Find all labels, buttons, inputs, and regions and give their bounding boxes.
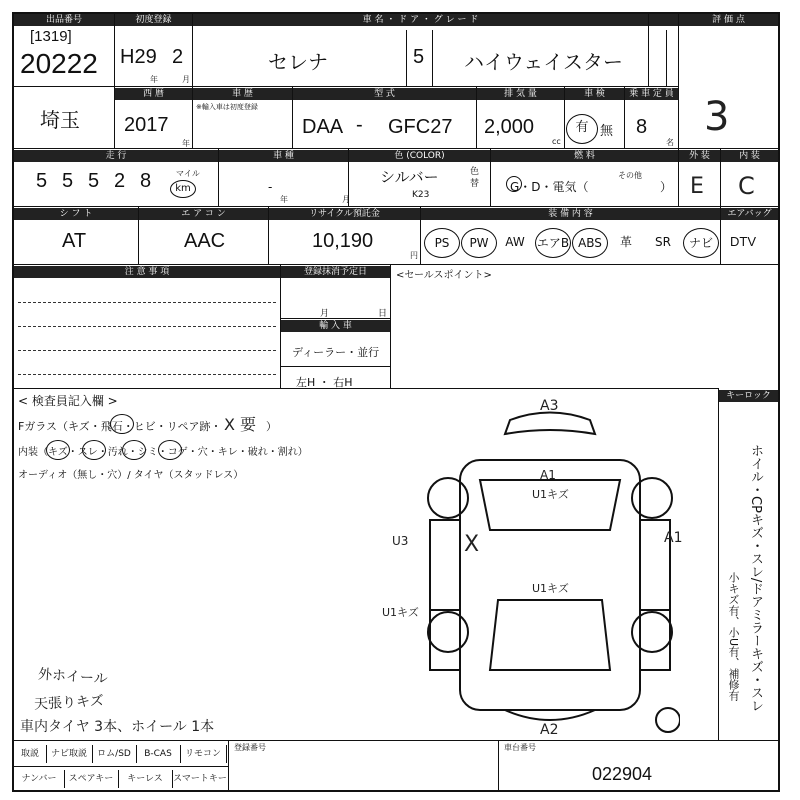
- shift-label: シ フ ト: [14, 208, 138, 220]
- mark-a3: A3: [540, 398, 559, 414]
- equipment-item: ABS: [572, 228, 608, 258]
- stain-circle: [122, 440, 146, 460]
- type-month-unit: 月: [342, 195, 350, 204]
- side-note-2: 小キズ有、小U有、補修有: [727, 572, 740, 702]
- spot-circle: [158, 440, 182, 460]
- cc-unit: cc: [552, 137, 561, 146]
- bottom-item: キーレス: [118, 770, 173, 788]
- grade: ハイウェイスター: [464, 50, 623, 74]
- lot-number: 20222: [20, 48, 98, 79]
- recycle-unit: 円: [410, 251, 418, 260]
- scratch-circle: [46, 440, 70, 460]
- mark-u1-left: U1キズ: [382, 606, 419, 619]
- mark-u1-center: U1キズ: [532, 582, 569, 595]
- bottom-item: ナビ取説: [46, 745, 93, 763]
- type-label: 車 種: [219, 150, 348, 162]
- fuel-options: G・D・電気（: [510, 180, 589, 194]
- aircon-label: エ ア コ ン: [139, 208, 268, 220]
- equipment-item: PS: [424, 228, 460, 258]
- bottom-item: スペアキー: [64, 770, 119, 788]
- inspector-line1-close: ）: [266, 420, 277, 433]
- mark-u3: U3: [392, 534, 409, 548]
- reg-label: 登録番号: [234, 743, 266, 752]
- equipment-item: ナビ: [683, 228, 719, 258]
- equipment-item: AW: [505, 235, 525, 249]
- seats-unit: 名: [666, 138, 674, 147]
- inspector-line1: Fガラス（キズ・飛石・ヒビ・リペア跡・: [18, 420, 222, 433]
- fuel-close: ）: [660, 180, 673, 194]
- shift-value: AT: [62, 230, 87, 252]
- odometer-digit: 8: [140, 170, 152, 192]
- fuel-label: 燃 料: [491, 150, 678, 162]
- bottom-item: ロム/SD: [92, 745, 137, 763]
- score-value: 3: [704, 94, 730, 140]
- import-note: ※輸入車は初度登録: [196, 103, 258, 111]
- inspector-line1-mark: X 要: [224, 415, 257, 434]
- interior-value: C: [738, 172, 755, 200]
- keyless-label: キーロック: [719, 390, 778, 402]
- type-year-unit: 年: [280, 195, 288, 204]
- side-note: ホイル・CPキズ・スレ/ドアミラーキズ・スレ: [748, 444, 763, 713]
- odometer-digits: [36, 170, 176, 200]
- note-wheel: 外ホイール: [37, 666, 109, 688]
- score-label: 評 価 点: [679, 14, 778, 26]
- deregister-label: 登録抹消予定日: [281, 266, 390, 278]
- model-prefix: DAA: [302, 116, 344, 138]
- seats: 8: [636, 116, 648, 138]
- color-code: K23: [412, 190, 430, 200]
- km-unit: km: [170, 180, 196, 198]
- equipment-item: 革: [619, 235, 632, 249]
- car-name: セレナ: [268, 50, 328, 74]
- aircon-value: AAC: [184, 230, 226, 252]
- equipment-item: エアB: [535, 228, 571, 258]
- odometer-digit: 2: [114, 170, 126, 192]
- mark-a1-top: A1: [540, 468, 556, 482]
- notice-label: 注 意 事 項: [14, 266, 280, 278]
- bottom-item: ナンバー: [14, 770, 65, 788]
- mark-a2: A2: [540, 722, 559, 738]
- bottom-item: B-CAS: [136, 745, 181, 763]
- dereg-day: 日: [378, 309, 388, 319]
- inspector-line2: 内装（キズ・スレ・汚れ・シミ・コゲ・穴・キレ・破れ・割れ）: [18, 447, 308, 458]
- dotted-line: [18, 302, 276, 303]
- odometer-digit: 5: [88, 170, 100, 192]
- equipment-item: SR: [655, 235, 671, 249]
- history-label-top: 車 歴: [193, 88, 292, 100]
- mark-u1-top: U1キズ: [532, 488, 569, 501]
- inspector-title: < 検査員記入欄 >: [18, 394, 118, 408]
- lot-bracket: [1319]: [30, 28, 72, 45]
- model-dash: -: [356, 114, 363, 136]
- car-name-label: 車 名 ・ ド ア ・ グ レ ー ド: [193, 14, 648, 26]
- shaken-yes: 有: [566, 114, 598, 144]
- year-unit: 年: [150, 75, 158, 84]
- bottom-items-bottom: [14, 768, 228, 790]
- dotted-line: [18, 374, 276, 375]
- dtv: DTV: [730, 234, 756, 249]
- doors: 5: [413, 46, 425, 68]
- handle: 左H ・ 右H: [296, 376, 353, 389]
- blank-header: [649, 14, 678, 26]
- model-label: 型 式: [293, 88, 476, 100]
- bottom-item: リモコン: [180, 745, 227, 763]
- exterior-value: E: [690, 174, 704, 199]
- shaken-label: 車 検: [565, 88, 624, 100]
- sales-point: <セールスポイント>: [396, 270, 492, 281]
- first-reg-era: H29: [120, 46, 157, 68]
- equip-label: 装 備 内 容: [421, 208, 720, 220]
- mark-x: X: [464, 532, 480, 557]
- recycle-value: 10,190: [312, 230, 374, 252]
- inspector-line3: オーディオ（無し・穴）/ タイヤ（スタッドレス）: [18, 470, 244, 481]
- odometer-digit: 5: [62, 170, 74, 192]
- import-label: 輸 入 車: [281, 320, 390, 332]
- note-tires: 車内タイヤ 3本、ホイール 1本: [20, 719, 215, 735]
- fuel-g-circle: [506, 176, 522, 192]
- color-value: シルバー: [380, 168, 439, 186]
- model-year-unit: 年: [182, 139, 190, 148]
- recycle-label: リサイクル預託金: [269, 208, 420, 220]
- exterior-label: 外 装: [679, 150, 720, 162]
- equipment-list: [424, 226, 720, 260]
- first-reg-label: 初度登録: [115, 14, 192, 26]
- mile-unit: マイル: [176, 169, 200, 178]
- equipment-item: PW: [461, 228, 497, 258]
- interior-label: 内 装: [721, 150, 778, 162]
- displacement: 2,000: [484, 116, 535, 138]
- odometer-digit: 5: [36, 170, 48, 192]
- bottom-items-top: [14, 743, 228, 765]
- shaken-no: 無: [600, 124, 614, 139]
- seats-label: 乗 車 定 員: [625, 88, 678, 100]
- mark-a1-right: A1: [664, 530, 683, 546]
- chassis-label: 車台番号: [504, 743, 536, 752]
- type-dash: -: [268, 180, 273, 194]
- model-year-label: 西 暦: [115, 88, 192, 100]
- dealer: ディーラー・並行: [292, 346, 380, 359]
- cc-label: 排 気 量: [477, 88, 564, 100]
- chassis-number: 022904: [592, 764, 653, 784]
- mileage-label: 走 行: [14, 150, 218, 162]
- prefecture: 埼玉: [40, 108, 80, 132]
- lot-label: 出品番号: [14, 14, 114, 26]
- model-code: GFC27: [388, 116, 453, 138]
- fuel-other: その他: [618, 171, 642, 180]
- dotted-line: [18, 350, 276, 351]
- month-unit: 月: [182, 75, 190, 84]
- bottom-item: スマートキー: [172, 770, 229, 788]
- chip-circle: [110, 414, 134, 434]
- model-year: 2017: [124, 114, 169, 136]
- scuff-circle: [82, 440, 106, 460]
- note-headliner: 天張りキズ: [33, 693, 105, 713]
- color-label: 色 (COLOR): [349, 150, 490, 162]
- dotted-line: [18, 326, 276, 327]
- color-change: 色替: [470, 167, 480, 189]
- first-reg-month: 2: [172, 46, 184, 68]
- keys-label: エアバッグ: [721, 208, 778, 220]
- bottom-item: 取説: [14, 745, 47, 763]
- dereg-month: 月: [320, 309, 330, 319]
- car-diagram: [420, 400, 683, 740]
